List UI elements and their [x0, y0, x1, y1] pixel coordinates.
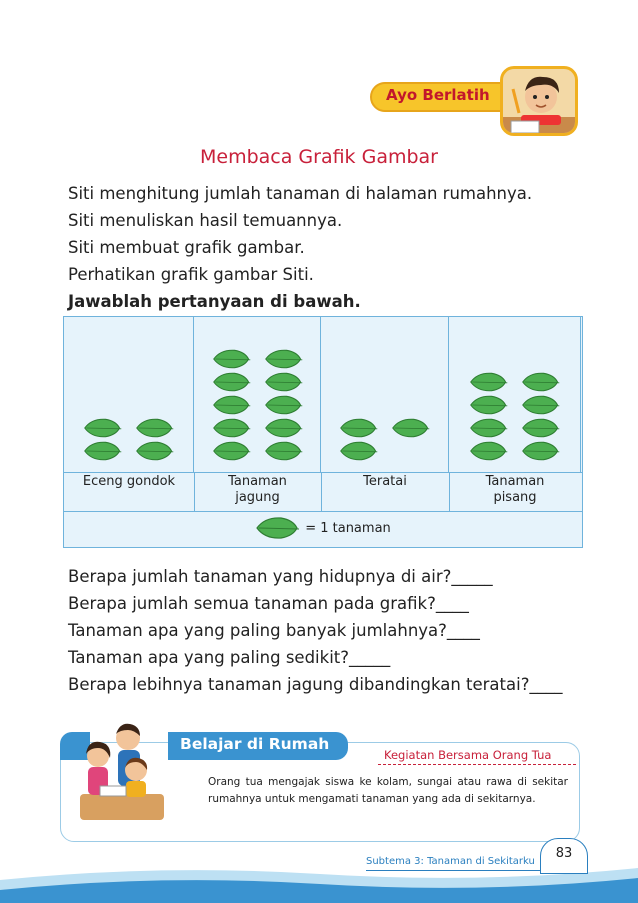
leaf-icon — [83, 417, 123, 439]
question: Tanaman apa yang paling sedikit?_____ — [68, 648, 391, 667]
leaf-icon — [212, 417, 252, 439]
leaf-icon — [135, 417, 175, 439]
category-label-line: jagung — [235, 490, 280, 505]
leaf-icon — [264, 417, 304, 439]
page-number: 83 — [540, 838, 588, 874]
leaf-icon — [264, 371, 304, 393]
leaf-icon — [469, 394, 509, 416]
leaf-icon — [469, 440, 509, 462]
leaf-icon — [83, 440, 123, 462]
student-writing-illustration — [500, 66, 578, 136]
category-divider — [64, 472, 582, 473]
question: Tanaman apa yang paling banyak jumlahnya?____ — [68, 621, 480, 640]
pictograph-chart — [63, 316, 583, 548]
intro-instruction: Jawablah pertanyaan di bawah. — [68, 292, 361, 311]
footer-subtema: Subtema 3: Tanaman di Sekitarku — [366, 856, 535, 867]
leaf-icon — [212, 371, 252, 393]
leaf-icon — [521, 394, 561, 416]
leaf-icon — [264, 394, 304, 416]
category-label — [194, 474, 321, 506]
question: Berapa jumlah tanaman yang hidupnya di air?_____ — [68, 567, 493, 586]
belajar-di-rumah-label: Belajar di Rumah — [180, 735, 330, 753]
legend-text: = 1 tanaman — [305, 520, 391, 536]
intro-line: Siti menuliskan hasil temuannya. — [68, 211, 343, 230]
leaf-icon — [255, 516, 301, 540]
intro-line: Perhatikan grafik gambar Siti. — [68, 265, 314, 284]
intro-line: Siti membuat grafik gambar. — [68, 238, 305, 257]
leaf-icon — [469, 371, 509, 393]
leaf-icon — [212, 440, 252, 462]
category-label-line: Teratai — [363, 474, 407, 489]
intro-text — [68, 180, 608, 315]
page-title: Membaca Grafik Gambar — [199, 146, 438, 168]
family-illustration — [70, 712, 170, 832]
intro-line: Siti menghitung jumlah tanaman di halaman rumahnya. — [68, 184, 533, 203]
leaf-icon — [339, 417, 379, 439]
leaf-icon — [521, 417, 561, 439]
chart-legend — [64, 516, 582, 540]
leaf-icon — [212, 394, 252, 416]
question: Berapa lebihnya tanaman jagung dibandingkan teratai?____ — [68, 675, 563, 694]
category-label-line: pisang — [493, 490, 537, 505]
category-label-line: Tanaman — [228, 474, 287, 489]
leaf-icon — [339, 440, 379, 462]
leaf-icon — [212, 348, 252, 370]
leaf-icon — [264, 348, 304, 370]
questions-list — [68, 563, 608, 698]
kegiatan-label: Kegiatan Bersama Orang Tua — [384, 748, 552, 762]
category-label-line: Eceng gondok — [82, 474, 176, 489]
category-label — [449, 474, 581, 506]
leaf-icon — [521, 371, 561, 393]
leaf-icon — [521, 440, 561, 462]
leaf-icon — [264, 440, 304, 462]
legend-divider — [64, 511, 582, 512]
category-label-line: Tanaman — [485, 474, 545, 489]
leaf-icon — [135, 440, 175, 462]
category-label — [321, 474, 449, 490]
footer-underline — [366, 870, 546, 871]
leaf-icon — [391, 417, 431, 439]
question: Berapa jumlah semua tanaman pada grafik?____ — [68, 594, 469, 613]
category-label — [64, 474, 194, 490]
belajar-text: Orang tua mengajak siswa ke kolam, sungai atau rawa di sekitar rumahnya untuk mengamati tanaman yang ada di sekitarnya. — [208, 776, 568, 805]
leaf-icon — [469, 417, 509, 439]
kegiatan-underline — [378, 764, 576, 765]
ayo-berlatih-label: Ayo Berlatih — [386, 86, 490, 104]
